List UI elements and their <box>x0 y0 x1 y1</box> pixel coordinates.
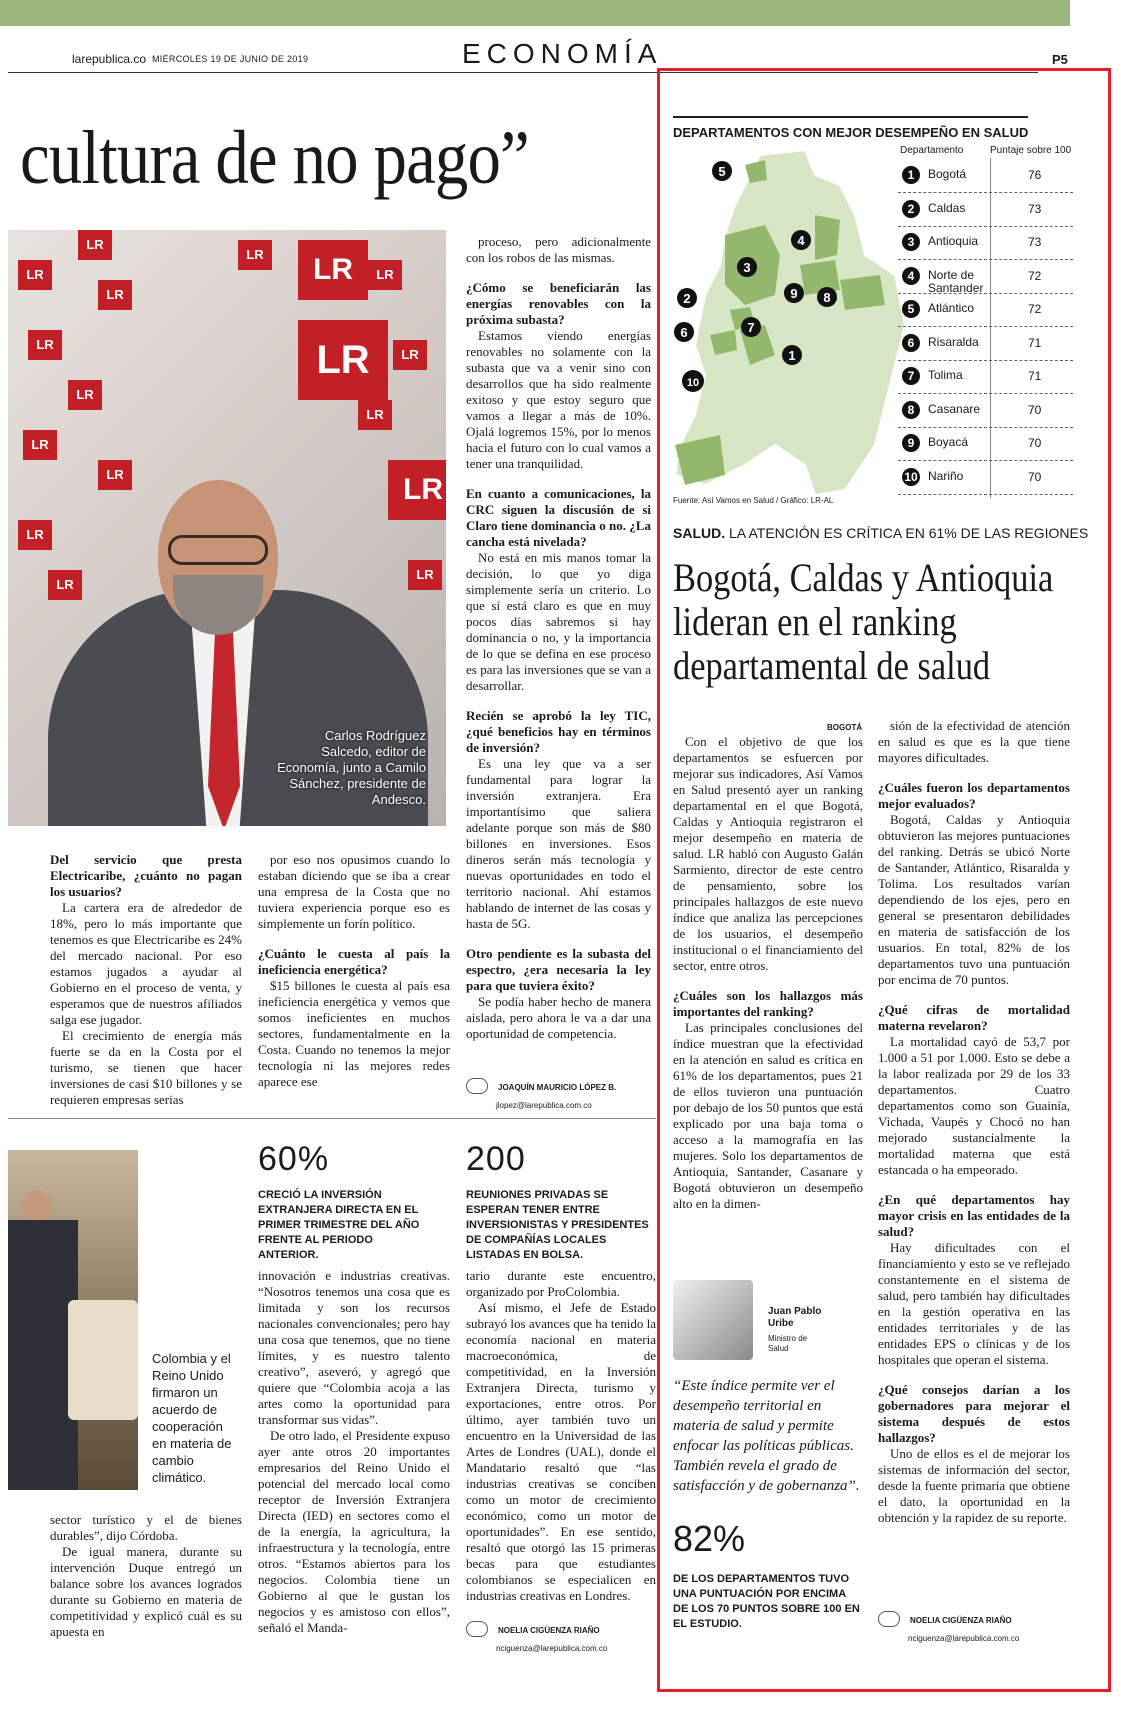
rank-department: Nariño <box>928 468 964 483</box>
lr-logo-icon: LR <box>298 240 368 300</box>
paragraph: De igual manera, durante su intervención Duque entregó un balance sobre los avances logrados durante su Gobierno en materia de competitividad y explicó cuál es su apuesta en <box>50 1544 242 1639</box>
graphic-source: Fuente: Así Vamos en Salud / Gráfico: LR-AL <box>673 496 834 505</box>
rank-number: 1 <box>902 166 920 184</box>
lr-logo-icon: LR <box>368 260 402 290</box>
map-marker-label: 3 <box>743 260 751 275</box>
question: ¿Cuánto le cuesta al país la ineficiencia energética? <box>258 946 450 977</box>
lr-logo-icon: LR <box>358 400 392 430</box>
bottom-col-2 <box>258 1268 450 1636</box>
dateline: BOGOTÁ <box>827 723 863 732</box>
paragraph: Se podía haber hecho de manera aislada, pero ahora le va a dar una oportunidad de competencia. <box>466 994 651 1041</box>
map-marker-label: 10 <box>686 377 700 389</box>
map-marker-label: 4 <box>797 233 805 248</box>
paragraph: $15 billones le cuesta al país esa ineficiencia energética y vemos que somos ineficientes en muchos sectores, fundamentalmente en la Costa. Cuando no tenemos la mejor tecnología ni las mejores redes aparece ese <box>258 978 450 1089</box>
paragraph: Así mismo, el Jefe de Estado subrayó los avances que ha tenido la economía nacional en materia macroeconómica, de competitividad, en la Inversión Extranjera Directa, turismo y exportaciones, entre otros. Por último, ayer también tuvo un encuentro en la Universidad de las Artes de Londres (UAL), donde el Mandatario resaltó que “las industrias creativas se conciben como un motor de crecimiento económico, como un motor de oportunidades”. En ese sentido, resaltó que otorgó las 15 primeras becas para que estudiantes colombianos se especialicen en industrias creativas en Londres. <box>466 1300 656 1603</box>
bottom-photo-caption: Colombia y el Reino Unido firmaron un acuerdo de cooperación en materia de cambio climático. <box>152 1351 232 1485</box>
rank-score: 71 <box>1028 369 1042 383</box>
rank-number: 2 <box>902 200 920 218</box>
stat-82: 82% <box>673 1518 746 1559</box>
paragraph: sión de la efectividad de atención en salud es que es la que tiene mayores dificultades. <box>878 718 1070 765</box>
rank-score: 72 <box>1028 302 1042 316</box>
left-byline <box>466 1077 616 1113</box>
bottom-col-3 <box>466 1268 656 1604</box>
lr-logo-icon: LR <box>408 560 442 590</box>
lr-logo-icon: LR <box>298 320 388 400</box>
paragraph: La cartera era de alrededor de 18%, pero lo más importante que tenemos es que Electricaribe es 24% del mercado nacional. Por eso estamos jugados a ayudar al Gobierno en el proceso de venta, y esperamos que de nuestros afiliados salga ese jugador. <box>50 900 242 1027</box>
map-marker-label: 2 <box>683 291 691 306</box>
bottom-col-1 <box>50 1512 242 1640</box>
minister-name: Juan Pablo Uribe <box>768 1306 822 1329</box>
map-marker-label: 6 <box>680 325 688 340</box>
lr-logo-icon: LR <box>393 340 427 370</box>
right-headline <box>673 556 1053 688</box>
site-name: larepublica.co <box>72 52 147 66</box>
ranking-row <box>898 227 1073 260</box>
ranking-row <box>898 261 1073 294</box>
byline-name: NOELIA CIGÜENZA RIAÑO <box>498 1626 600 1635</box>
stat-60-desc: CRECIÓ LA INVERSIÓN EXTRANJERA DIRECTA EN EL PRIMER TRIMESTRE DEL AÑO FRENTE AL PERIODO ANTERIOR. <box>258 1189 420 1261</box>
stat-60: 60% <box>258 1140 330 1178</box>
issue-date: MIÉRCOLES 19 DE JUNIO DE 2019 <box>152 54 309 64</box>
kicker-text: LA ATENCIÓN ES CRÍTICA EN 61% DE LAS REGIONES <box>729 525 1089 541</box>
rank-score: 76 <box>1028 168 1042 182</box>
top-color-bar <box>0 0 1070 26</box>
ranking-row <box>898 294 1073 327</box>
left-col-1 <box>50 852 242 1108</box>
paragraph: Las principales conclusiones del índice muestran que la efectividad en la atención en salud es crítica en 61% de los departamentos, pues 21 de ellos tuvieron una puntuación por debajo de los 50 puntos que está explicado por una baja toma o acceso a la mamografía en las mujeres. Solo los departamentos de Antioquia, Santander, Casanare y Bogotá obtuvieron un desempeño alto en la dimen- <box>673 1020 863 1211</box>
byline-name: NOELIA CIGÜENZA RIAÑO <box>910 1616 1012 1625</box>
byline-email[interactable]: nciguenza@larepublica.com.co <box>908 1634 1020 1643</box>
map-marker-label: 5 <box>718 164 726 179</box>
lr-logo-icon: LR <box>98 460 132 490</box>
lr-logo-icon: LR <box>78 230 112 260</box>
paragraph: Bogotá, Caldas y Antioquia obtuvieron las mejores puntuaciones del ranking. Detrás se ubicó Norte de Santander, Atlántico, Risaralda y Tolima. Los resultados varían dependiendo de los ejes, pero en general se presentaron debilidades en materia de satisfacción de los usuarios. En total, 82% de los departamentos tuvo una puntuación por encima de 70 puntos. <box>878 812 1070 987</box>
lr-logo-icon: LR <box>48 570 82 600</box>
graphic-rule <box>673 116 1028 118</box>
lr-logo-icon: LR <box>18 520 52 550</box>
question: ¿Qué cifras de mortalidad materna revelaron? <box>878 1002 1070 1033</box>
ranking-row <box>898 328 1073 361</box>
byline-email[interactable]: jlopez@larepublica.com.co <box>496 1101 592 1110</box>
section-separator <box>8 1118 656 1119</box>
map-norte-santander <box>815 215 840 260</box>
left-headline: cultura de no pago” <box>20 116 529 200</box>
rank-score: 71 <box>1028 335 1042 350</box>
paragraph: tario durante este encuentro, organizado por ProColombia. <box>466 1268 656 1299</box>
rank-number: 8 <box>902 401 920 419</box>
rank-department: Casanare <box>928 401 981 416</box>
paragraph: Uno de ellos es el de mejorar los sistemas de información del sector, desde la fuente primaria que obtiene el dato, la oportunidad en la obtención y la rapidez de su reporte. <box>878 1446 1070 1525</box>
rank-department: Bogotá <box>928 167 967 181</box>
rank-department: Atlántico <box>928 301 975 315</box>
rank-score: 70 <box>1028 402 1042 417</box>
person-glasses <box>168 535 268 565</box>
lr-logo-icon: LR <box>98 280 132 310</box>
lr-logo-icon: LR <box>238 240 272 270</box>
question: Del servicio que presta Electricaribe, ¿cuánto no pagan los usuarios? <box>50 852 242 899</box>
byline-name: JOAQUÍN MAURICIO LÓPEZ B. <box>498 1083 617 1092</box>
rank-score: 73 <box>1028 201 1042 216</box>
question: ¿Cómo se beneficiarán las energías renovables con la próxima subasta? <box>466 280 651 327</box>
lr-logo-icon: LR <box>388 460 446 520</box>
interview-photo <box>8 230 446 826</box>
colombia-map <box>665 145 905 505</box>
right-byline <box>878 1610 1019 1646</box>
map-casanare <box>840 275 885 310</box>
rank-number: 6 <box>902 334 920 352</box>
byline-email[interactable]: nciguenza@larepublica.com.co <box>496 1644 608 1653</box>
paragraph: por eso nos opusimos cuando lo estaban diciendo que se iba a crear una empresa de la Costa que no tuviera experiencia porque eso es simplemente un forín político. <box>258 852 450 931</box>
paragraph: No está en mis manos tomar la decisión, lo que yo diga simplemente sería un criterio. Lo que sí está claro es que en muy pocos días sabremos si hay dominancia o no, y la importancia de lo que se defina en ese proceso es para las inversiones que se van a desarrollar. <box>466 550 651 693</box>
paragraph: Estamos viendo energías renovables no solamente con la subasta que va a venir sino con desarrollos que ha sido realmente exitoso y que estoy seguro que vamos a llegar a más de 10%. Ojalá logremos 15%, por lo menos hacia el futuro con lo cual vamos a tener una tranquilidad. <box>466 328 651 471</box>
question: Otro pendiente es la subasta del espectro, ¿era necesaria la ley para que tuviera éxito? <box>466 946 651 993</box>
paragraph: sector turístico y el de bienes durables”, dijo Córdoba. <box>50 1512 242 1543</box>
rank-number: 4 <box>902 267 920 285</box>
lr-logo-icon: LR <box>23 430 57 460</box>
rank-department: Boyacá <box>928 435 969 449</box>
rank-score: 73 <box>1028 235 1042 249</box>
stat-200-desc: REUNIONES PRIVADAS SE ESPERAN TENER ENTRE INVERSIONISTAS Y PRESIDENTES DE COMPAÑÍAS LOCALES LISTADAS EN BOLSA. <box>466 1189 649 1261</box>
minister-photo <box>673 1280 753 1360</box>
rank-number: 3 <box>902 233 920 251</box>
headline-line: departamental de salud <box>673 643 991 688</box>
paragraph: Es una ley que va a ser fundamental para lograr la inversión extranjera. Era importantísimo que saliera adelante porque son más de $80 billones en inversiones. Esos dineros serán más tecnología y nuevas oportunidades en todo el territorio nacional. Ahí estamos hablando de internet de las cosas y hasta de 5G. <box>466 756 651 931</box>
email-icon <box>466 1621 488 1637</box>
rank-score: 70 <box>1028 436 1042 450</box>
lr-logo-icon: LR <box>68 380 102 410</box>
rank-number: 9 <box>902 434 920 452</box>
ranking-row <box>898 361 1073 394</box>
ranking-row <box>898 462 1073 495</box>
armchair <box>68 1300 138 1420</box>
photo-caption: Carlos Rodríguez Salcedo, editor de Economía, junto a Camilo Sánchez, presidente de Andesco. <box>277 728 426 807</box>
map-marker-label: 1 <box>788 348 796 363</box>
section-title: ECONOMÍA <box>462 38 663 69</box>
question: ¿Cuáles son los hallazgos más importantes del ranking? <box>673 988 863 1019</box>
question: En cuanto a comunicaciones, la CRC siguen la discusión de si Claro tiene dominancia o no. ¿La cancha está nivelada? <box>466 486 651 549</box>
bilateral-photo <box>8 1150 138 1490</box>
rank-score: 70 <box>1028 469 1042 484</box>
rank-number: 5 <box>902 300 920 318</box>
paragraph: proceso, pero adicionalmente con los robos de las mismas. <box>466 234 651 265</box>
graphic-title: DEPARTAMENTOS CON MEJOR DESEMPEÑO EN SALUD <box>673 125 1029 140</box>
paragraph: innovación e industrias creativas. “Nosotros tenemos una cosa que es limitada y son los recursos nacionales convencionales; pero hay una cosa que tenemos, que no tiene límites, y es nuestro talento creativo”, aseveró, y agregó que quiere que “Colombia acoja a las artes como la oportunidad para transformar sus vidas”. <box>258 1268 450 1427</box>
lr-logo-icon: LR <box>28 330 62 360</box>
rank-number: 10 <box>902 468 920 486</box>
stat-82-desc: DE LOS DEPARTAMENTOS TUVO UNA PUNTUACIÓN POR ENCIMA DE LOS 70 PUNTOS SOBRE 100 EN EL ESTUDIO. <box>673 1573 860 1630</box>
rank-department: Risaralda <box>928 334 979 349</box>
left-col-3 <box>466 234 651 1042</box>
right-col-2 <box>878 718 1070 1526</box>
pull-quote: “Este índice permite ver el desempeño territorial en materia de salud y permite enfocar las políticas públicas. También revela el grado de satisfacción y de gobernanza”. <box>673 1378 860 1494</box>
rank-department: Caldas <box>928 200 966 215</box>
rank-department: Norte de Santander <box>928 267 984 295</box>
email-icon <box>878 1611 900 1627</box>
ranking-row <box>898 160 1073 193</box>
paragraph: Con el objetivo de que los departamentos se esfuercen por mejorar sus indicadores, Así Vamos en Salud presentó ayer un ranking departamental en el que Bogotá, Caldas y Antioquia registraron el mejor desempeño en materia de salud. LR habló con Augusto Galán Sarmiento, director de este centro de pensamiento, sobre los principales hallazgos de este nuevo índice que analiza las percepciones de los usuarios, el desempeño institucional o el financiamiento del sector, entre otros. <box>673 734 863 973</box>
email-icon <box>466 1078 488 1094</box>
person-head <box>22 1190 52 1220</box>
lr-logo-icon: LR <box>18 260 52 290</box>
question: ¿En qué departamentos hay mayor crisis en las entidades de la salud? <box>878 1192 1070 1239</box>
paragraph: La mortalidad cayó de 53,7 por 1.000 a 51 por 1.000. Esto se debe a la labor realizada por 29 de los 33 departamentos. Cuatro departamentos como son Guainía, Vichada, Vaupés y Chocó no han mejorado sustancialmente la mortalidad materna que está estancada o ha empeorado. <box>878 1034 1070 1177</box>
rank-number: 7 <box>902 367 920 385</box>
paragraph: De otro lado, el Presidente expuso ayer ante otros 20 importantes empresarios del Reino Unido el potencial del mercado local como receptor de Inversión Extranjera Directa (IED) en sectores como el de la energía, la agricultura, la infraestructura y la tecnología, entre otros. “Estamos abiertos para los negocios. Colombia tiene un Gobierno al que le gustan los negocios y es amistoso con ellos”, señaló el Manda- <box>258 1428 450 1635</box>
headline-line: Bogotá, Caldas y Antioquia <box>673 555 1054 600</box>
paragraph: El crecimiento de energía más fuerte se da en la Costa por el turismo, se tienen que hacer inversiones de casi $10 billones y se requieren empresas serias <box>50 1028 242 1107</box>
question: Recién se aprobó la ley TIC, ¿qué beneficios hay en términos de inversión? <box>466 708 651 755</box>
rank-score: 72 <box>1028 268 1042 283</box>
page-number: P5 <box>1052 52 1068 67</box>
story-kicker <box>673 525 1088 541</box>
right-col-1 <box>673 734 863 1212</box>
map-boyaca <box>800 260 840 295</box>
headline-line: lideran en el ranking <box>673 599 957 644</box>
ranking-row <box>898 194 1073 227</box>
stat-200: 200 <box>466 1140 526 1178</box>
bottom-byline <box>466 1620 607 1656</box>
rank-department: Tolima <box>928 368 963 382</box>
map-marker-label: 9 <box>790 286 798 301</box>
ranking-col-score: Puntaje sobre 100 <box>990 145 1072 156</box>
map-marker-label: 7 <box>747 320 755 335</box>
paragraph: Hay dificultades con el financiamiento y esto se ve reflejado constantemente en el sistema de salud, pero también hay dificultades en la gestión operativa en las entidades territoriales y de las entidades EPS o clínicas y de los hospitales que operan el sistema. <box>878 1240 1070 1367</box>
ranking-row <box>898 395 1073 428</box>
question: ¿Qué consejos darían a los gobernadores para mejorar el sistema después de estos hallazgos? <box>878 1382 1070 1445</box>
minister-role: Ministro de Salud <box>768 1334 808 1353</box>
question: ¿Cuáles fueron los departamentos mejor evaluados? <box>878 780 1070 811</box>
ranking-row <box>898 428 1073 461</box>
map-marker-label: 8 <box>823 290 831 305</box>
rank-department: Antioquia <box>928 234 979 248</box>
left-col-2 <box>258 852 450 1090</box>
kicker-topic: SALUD. <box>673 525 726 541</box>
ranking-col-dep: Departamento <box>900 145 964 156</box>
